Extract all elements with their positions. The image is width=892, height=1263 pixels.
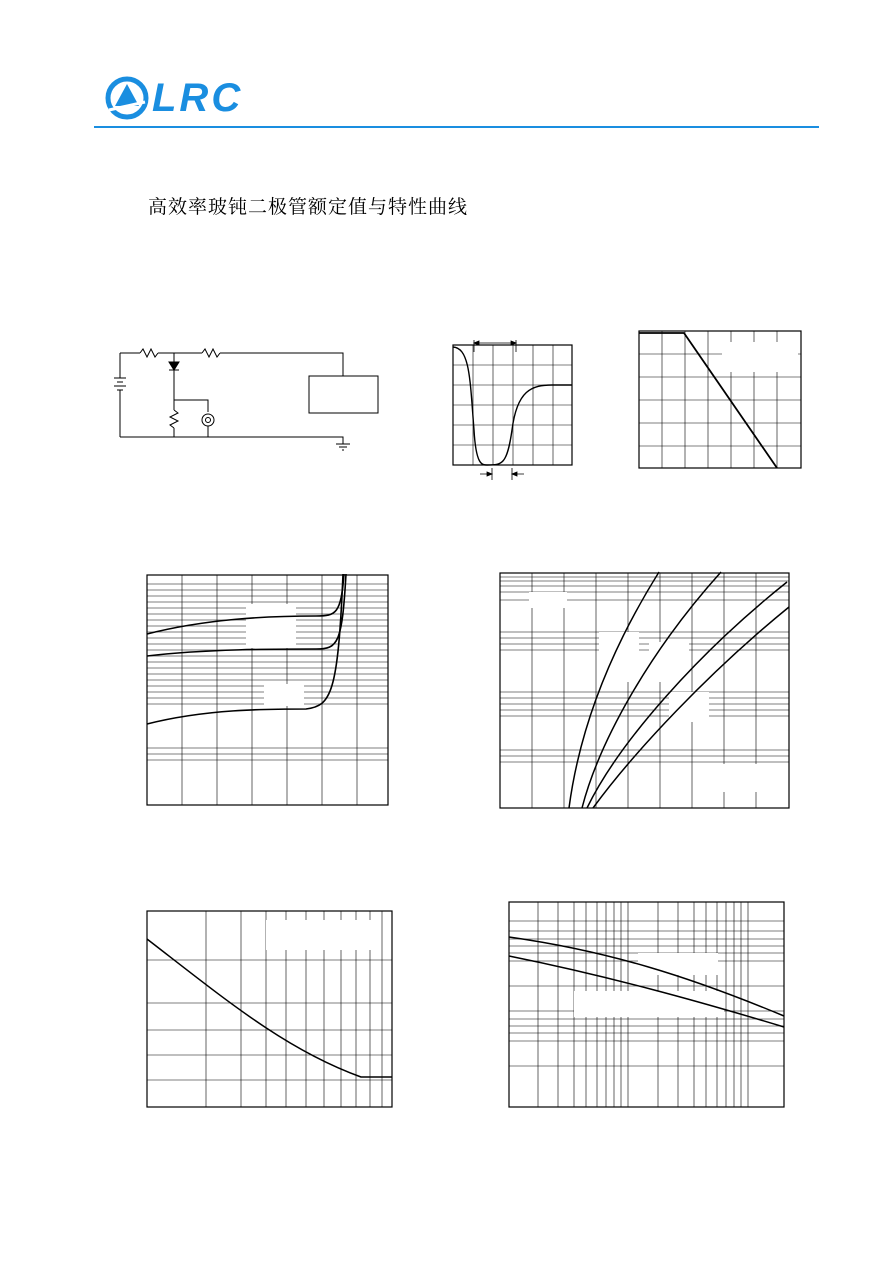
- junction-capacitance-chart: [146, 910, 394, 1110]
- current-derating-chart: [638, 330, 803, 470]
- header-rule: [94, 126, 819, 128]
- logo-text: LRC: [152, 76, 244, 120]
- reverse-recovery-waveform: [452, 340, 577, 480]
- page-title: 高效率玻钝二极管额定值与特性曲线: [148, 196, 469, 218]
- test-circuit-diagram: [110, 340, 390, 455]
- surge-current-chart: [508, 901, 786, 1109]
- forward-characteristics-chart: [499, 572, 791, 810]
- reverse-leakage-chart: [146, 574, 391, 809]
